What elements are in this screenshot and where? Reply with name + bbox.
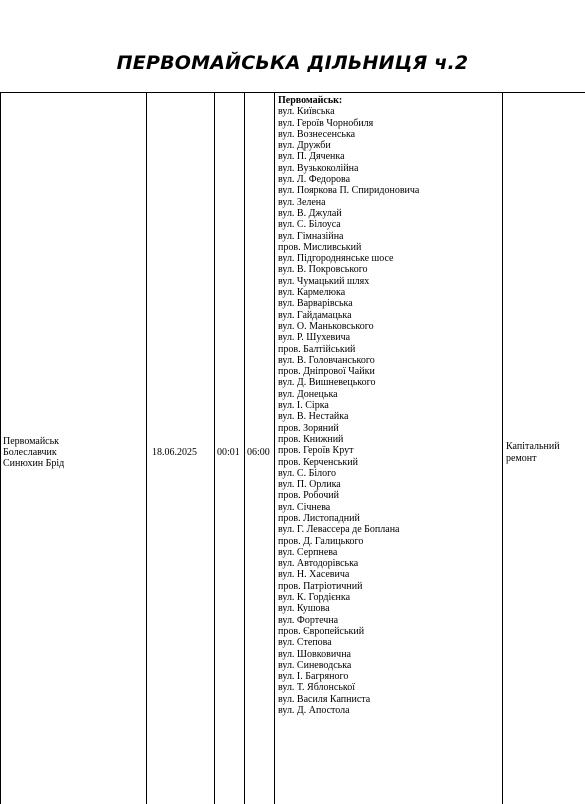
street-item: вул. І. Багряного [278,671,499,682]
locations-cell [1,93,147,804]
street-item: вул. Вузькоколійна [278,163,499,174]
street-item: вул. Т. Яблонської [278,682,499,693]
street-item: вул. Л. Федорова [278,174,499,185]
street-item: вул. С. Білоуса [278,219,499,230]
street-item: вул. В. Покровського [278,264,499,275]
street-item: пров. Зоряний [278,423,499,434]
street-item: вул. Чумацький шлях [278,276,499,287]
street-item: пров. Керченський [278,457,499,468]
street-item: вул. В. Головчанського [278,355,499,366]
street-item: вул. В. Джулай [278,208,499,219]
location-name: Болеславчик [3,447,143,458]
date-cell: 18.06.2025 [147,93,215,804]
street-item: пров. Д. Галицького [278,536,499,547]
street-item: вул. С. Білого [278,468,499,479]
street-item: вул. Київська [278,106,499,117]
street-item: вул. Варварівська [278,298,499,309]
street-item: вул. Гайдамацька [278,310,499,321]
street-item: вул. І. Сірка [278,400,499,411]
street-item: вул. Г. Левассера де Боплана [278,524,499,535]
street-item: пров. Дніпрової Чайки [278,366,499,377]
street-item: вул. Зелена [278,197,499,208]
table-row [1,93,585,804]
street-item: вул. П. Дяченка [278,151,499,162]
street-item: пров. Мисливський [278,242,499,253]
street-item: вул. Фортечна [278,615,499,626]
street-item: вул. Н. Хасевича [278,569,499,580]
street-item: вул. Кармелюка [278,287,499,298]
document-title: ПЕРВОМАЙСЬКА ДІЛЬНИЦЯ ч.2 [0,52,585,74]
time-to-cell: 06:00 [245,93,275,804]
street-item: пров. Книжний [278,434,499,445]
time-from-cell: 00:01 [215,93,245,804]
street-item: пров. Європейський [278,626,499,637]
street-item: вул. О. Маньковського [278,321,499,332]
street-item: вул. Кушова [278,603,499,614]
street-item: вул. Шовковична [278,649,499,660]
street-item: вул. Підгороднянське шосе [278,253,499,264]
streets-heading: Первомайськ: [278,95,499,106]
street-item: вул. Пояркова П. Спиридоновича [278,185,499,196]
street-item: вул. Січнева [278,502,499,513]
street-item: вул. К. Гордієнка [278,592,499,603]
street-item: пров. Патріотичний [278,581,499,592]
street-item: вул. Гімназійна [278,231,499,242]
location-name: Синюхин Брід [3,458,143,469]
location-name: Первомайськ [3,436,143,447]
street-item: вул. Синеводська [278,660,499,671]
street-item: вул. Дружби [278,140,499,151]
street-item: вул. Р. Шухевича [278,332,499,343]
streets-list [278,106,499,716]
street-item: пров. Листопадний [278,513,499,524]
street-item: вул. Автодорівська [278,558,499,569]
outage-table [0,92,585,804]
street-item: вул. Серпнева [278,547,499,558]
street-item: вул. Героїв Чорнобиля [278,118,499,129]
street-item: вул. Д. Вишневецького [278,377,499,388]
street-item: вул. Василя Капниста [278,694,499,705]
street-item: вул. В. Нестайка [278,411,499,422]
reason-cell: Капітальний ремонт [503,93,585,804]
street-item: вул. Д. Апостола [278,705,499,716]
street-item: вул. Степова [278,637,499,648]
street-item: пров. Робочий [278,490,499,501]
streets-cell [275,93,503,804]
street-item: вул. Донецька [278,389,499,400]
street-item: пров. Героїв Крут [278,445,499,456]
street-item: вул. Вознесенська [278,129,499,140]
street-item: пров. Балтійський [278,344,499,355]
street-item: вул. П. Орлика [278,479,499,490]
outage-table-wrapper [0,92,585,804]
